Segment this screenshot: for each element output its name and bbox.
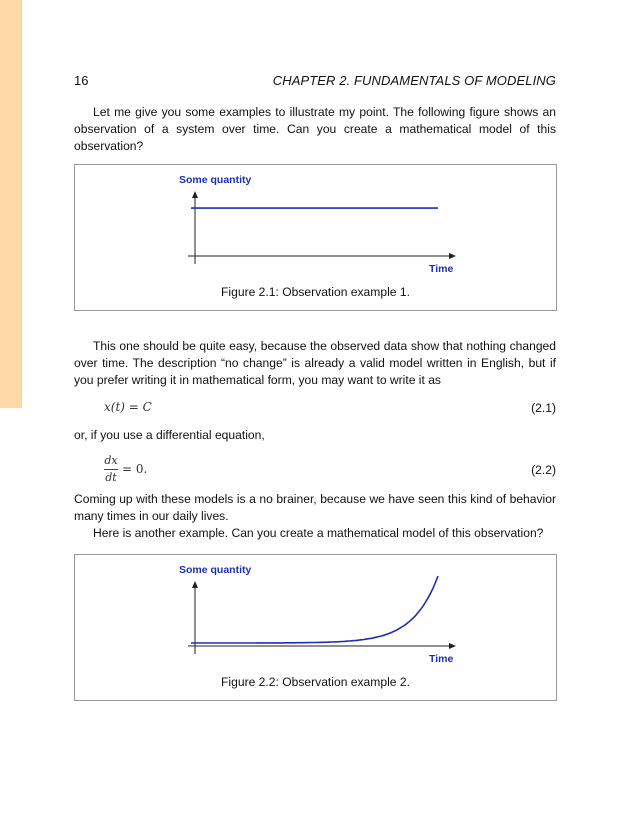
- figure-2-1: [74, 164, 557, 311]
- figure-2-2: [74, 554, 557, 701]
- x-axis-arrow: [449, 643, 456, 649]
- running-head: CHAPTER 2. FUNDAMENTALS OF MODELING: [272, 73, 556, 88]
- figure-2-2-x-label: Time: [429, 653, 454, 665]
- x-axis-arrow: [449, 253, 456, 259]
- equation-2-2-numerator: dx: [104, 454, 118, 467]
- page-header: [74, 73, 556, 91]
- equation-2-2-rhs: = 0.: [122, 462, 148, 476]
- equation-2-1-lhs: x(t): [104, 400, 125, 414]
- figure-2-2-y-label: Some quantity: [179, 564, 252, 576]
- equation-2-2-number: (2.2): [531, 463, 556, 477]
- figure-2-1-x-label: Time: [429, 263, 454, 275]
- fraction-bar: [104, 469, 118, 470]
- paragraph-no-brainer: Coming up with these models is a no brainer, because we have seen this kind of behavior many times in our daily lives.: [74, 492, 556, 523]
- paragraph-no-change: This one should be quite easy, because the observed data show that nothing changed over time. The description “no change” is already a valid model written in English, but if you prefer writing it in mathematical form, you may want to write it as: [74, 339, 556, 387]
- equation-2-2: [104, 454, 556, 488]
- paragraph-differential: or, if you use a differential equation,: [74, 428, 265, 442]
- equation-2-1-body: x(t) = C: [104, 400, 152, 414]
- equation-2-1: [104, 400, 556, 430]
- y-axis-arrow: [192, 191, 198, 198]
- figure-2-1-y-label: Some quantity: [179, 174, 252, 186]
- equation-2-2-denominator: dt: [105, 471, 117, 484]
- equation-2-1-rhs: C: [142, 400, 152, 414]
- y-axis-arrow: [192, 581, 198, 588]
- page-number: 16: [74, 73, 89, 88]
- figure-2-1-caption: Figure 2.1: Observation example 1.: [221, 285, 410, 299]
- equation-2-1-number: (2.1): [531, 401, 556, 415]
- side-tab-marker: [0, 0, 22, 408]
- figure-2-2-caption: Figure 2.2: Observation example 2.: [221, 675, 410, 689]
- series-line: [191, 576, 438, 643]
- paragraph-another-example: Here is another example. Can you create a mathematical model of this observation?: [93, 526, 544, 540]
- paragraph-intro: Let me give you some examples to illustrate my point. The following figure shows an observation of a system over time. Can you create a mathematical model of this observation?: [74, 105, 556, 153]
- equation-2-2-fraction: [104, 454, 118, 485]
